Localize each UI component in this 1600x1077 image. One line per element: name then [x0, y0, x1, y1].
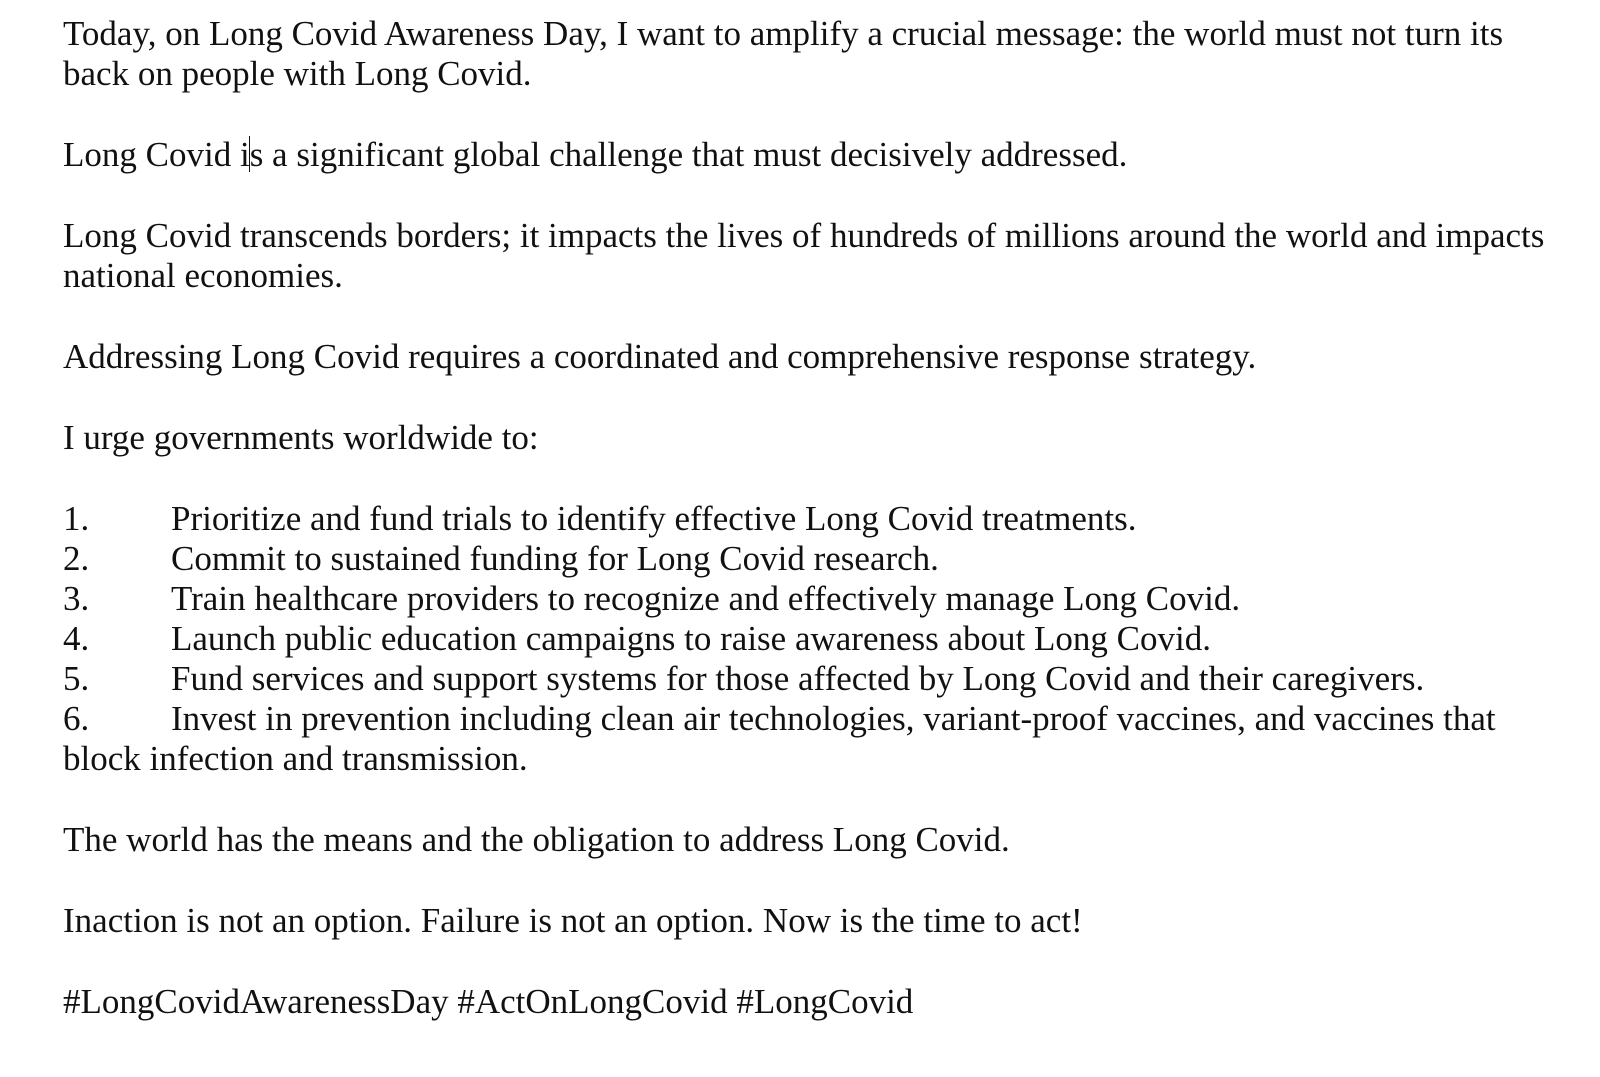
paragraph-global-challenge — [63, 135, 1563, 175]
list-item — [63, 659, 1563, 699]
paragraph-spacer — [63, 779, 1563, 820]
paragraph-spacer — [63, 377, 1563, 418]
paragraph-spacer — [63, 458, 1563, 499]
list-item-number: 6. — [63, 699, 90, 738]
paragraph-means-obligation: The world has the means and the obligation to address Long Covid. — [63, 820, 1010, 859]
list-item-number: 4. — [63, 619, 90, 658]
list-item-number: 5. — [63, 659, 90, 698]
paragraph-text-after-cursor: s a significant global challenge that must decisively addressed. — [249, 135, 1128, 174]
paragraph-spacer — [63, 860, 1563, 901]
list-item-text: Commit to sustained funding for Long Covid research. — [171, 539, 939, 578]
paragraph-urge: I urge governments worldwide to: — [63, 418, 539, 457]
paragraph-borders: Long Covid transcends borders; it impacts the lives of hundreds of millions around the world and impacts national economies. — [63, 216, 1545, 295]
paragraph-call-to-action: Inaction is not an option. Failure is not an option. Now is the time to act! — [63, 901, 1083, 940]
paragraph-hashtags: #LongCovidAwarenessDay #ActOnLongCovid #LongCovid — [63, 982, 914, 1021]
list-item — [63, 699, 1563, 779]
paragraph-response-strategy: Addressing Long Covid requires a coordinated and comprehensive response strategy. — [63, 337, 1257, 376]
list-item — [63, 499, 1563, 539]
list-item-text: Launch public education campaigns to raise awareness about Long Covid. — [171, 619, 1211, 658]
paragraph-intro: Today, on Long Covid Awareness Day, I want to amplify a crucial message: the world must not turn its back on people with Long Covid. — [63, 14, 1504, 93]
list-item-text: Fund services and support systems for those affected by Long Covid and their caregivers. — [171, 659, 1425, 698]
list-item — [63, 579, 1563, 619]
list-item-text: Train healthcare providers to recognize and effectively manage Long Covid. — [171, 579, 1241, 618]
list-item — [63, 539, 1563, 579]
paragraph-text-before-cursor: Long Covid i — [63, 135, 250, 174]
paragraph-spacer — [63, 175, 1563, 216]
list-item — [63, 619, 1563, 659]
list-item-text: Prioritize and fund trials to identify effective Long Covid treatments. — [171, 499, 1137, 538]
paragraph-spacer — [63, 94, 1563, 135]
paragraph-spacer — [63, 941, 1563, 982]
list-item-number: 2. — [63, 539, 90, 578]
list-item-text: Invest in prevention including clean air technologies, variant-proof vaccines, and vaccines that block infection and transmission. — [63, 699, 1496, 778]
list-item-number: 1. — [63, 499, 90, 538]
numbered-list — [63, 499, 1563, 779]
list-item-number: 3. — [63, 579, 90, 618]
paragraph-spacer — [63, 296, 1563, 337]
document-body[interactable] — [63, 14, 1563, 1022]
